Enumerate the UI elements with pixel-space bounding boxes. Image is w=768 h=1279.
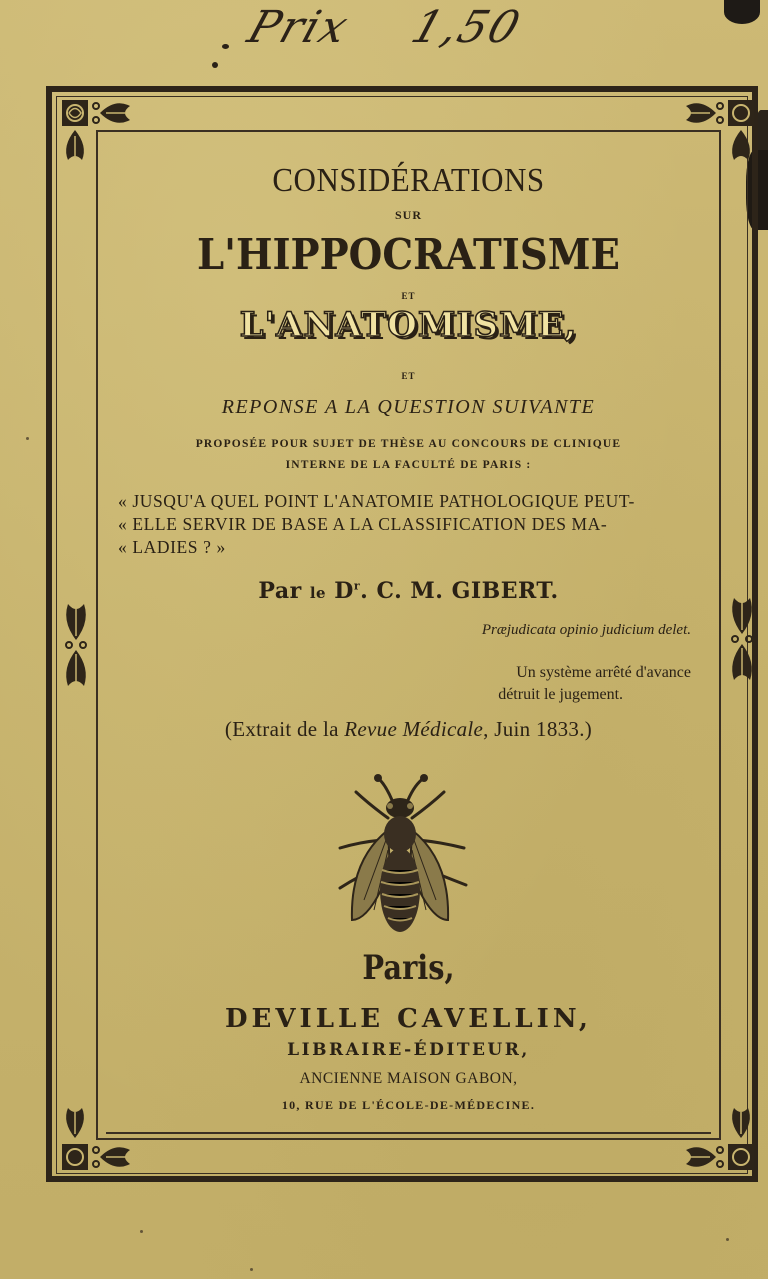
rosette-palmette-icon bbox=[684, 98, 756, 164]
palmette-icon bbox=[62, 600, 90, 690]
bee-engraving-icon bbox=[330, 770, 470, 940]
author-title-sup: r bbox=[353, 579, 361, 593]
paper-speck bbox=[140, 1230, 143, 1233]
rosette-palmette-icon bbox=[684, 1104, 756, 1174]
imprint-city: Paris, bbox=[362, 948, 455, 988]
author-prefix-par: Par bbox=[258, 578, 302, 604]
extract-close: , Juin 1833.) bbox=[483, 717, 593, 741]
imprint-role: LIBRAIRE-ÉDITEUR, bbox=[287, 1040, 530, 1060]
ink-blot bbox=[724, 0, 760, 24]
author-line bbox=[96, 578, 721, 604]
paper-speck bbox=[26, 437, 29, 440]
connector-sur: SUR bbox=[394, 208, 422, 222]
imprint-publisher: DEVILLE CAVELLIN, bbox=[225, 1004, 592, 1034]
subtitle: REPONSE A LA QUESTION SUIVANTE bbox=[221, 396, 596, 418]
extract-note bbox=[96, 717, 721, 742]
epigraph-translation bbox=[498, 662, 691, 706]
side-ornament-left bbox=[62, 600, 90, 690]
rosette-palmette-icon bbox=[60, 1104, 132, 1174]
author-prefix-le: le bbox=[309, 584, 327, 602]
translation-line-2: détruit le jugement. bbox=[498, 686, 624, 703]
bottom-rule bbox=[106, 1132, 711, 1134]
question-quote bbox=[118, 490, 708, 559]
handwritten-price-note bbox=[242, 2, 528, 53]
handwritten-label: Prix bbox=[241, 2, 356, 53]
title-line-considerations: CONSIDÉRATIONS bbox=[272, 160, 545, 199]
author-title: D bbox=[334, 578, 354, 604]
corner-ornament-top-left bbox=[60, 98, 132, 164]
ink-dot bbox=[222, 44, 229, 49]
corner-ornament-bottom-right bbox=[684, 1104, 756, 1174]
proposed-line-1: PROPOSÉE POUR SUJET DE THÈSE AU CONCOURS DE CLINIQUE bbox=[195, 438, 622, 450]
corner-ornament-top-right bbox=[684, 98, 756, 164]
corner-ornament-bottom-left bbox=[60, 1104, 132, 1174]
question-line-2: « ELLE SERVIR DE BASE A LA CLASSIFICATION DES MA- bbox=[118, 514, 608, 534]
rosette-palmette-icon bbox=[60, 98, 132, 164]
paper-speck bbox=[250, 1268, 253, 1271]
author-name: . C. M. GIBERT. bbox=[360, 578, 559, 604]
imprint-former-house: ANCIENNE MAISON GABON, bbox=[299, 1070, 518, 1087]
side-ornament-right bbox=[728, 594, 756, 684]
translation-line-1: Un système arrêté d'avance bbox=[516, 664, 691, 681]
title-line-anatomisme: L'ANATOMISME, bbox=[239, 305, 578, 345]
connector-et: ET bbox=[401, 291, 416, 301]
palmette-icon bbox=[728, 594, 756, 684]
connector-et: ET bbox=[401, 371, 416, 381]
paper-speck bbox=[726, 1238, 729, 1241]
handwritten-amount: 1,50 bbox=[405, 2, 528, 53]
journal-name: Revue Médicale bbox=[344, 717, 484, 741]
latin-epigraph: Præjudicata opinio judicium delet. bbox=[481, 622, 691, 638]
ink-dot bbox=[212, 62, 218, 68]
question-line-3: « LADIES ? » bbox=[118, 537, 226, 557]
title-line-hippocratisme: L'HIPPOCRATISME bbox=[196, 230, 621, 279]
extract-open: (Extrait de la bbox=[224, 717, 345, 741]
question-line-1: « JUSQU'A QUEL POINT L'ANATOMIE PATHOLOGIQUE PEUT- bbox=[118, 491, 635, 511]
proposed-line-2: INTERNE DE LA FACULTÉ DE PARIS : bbox=[285, 459, 532, 471]
imprint-address: 10, RUE DE L'ÉCOLE-DE-MÉDECINE. bbox=[281, 1098, 536, 1112]
